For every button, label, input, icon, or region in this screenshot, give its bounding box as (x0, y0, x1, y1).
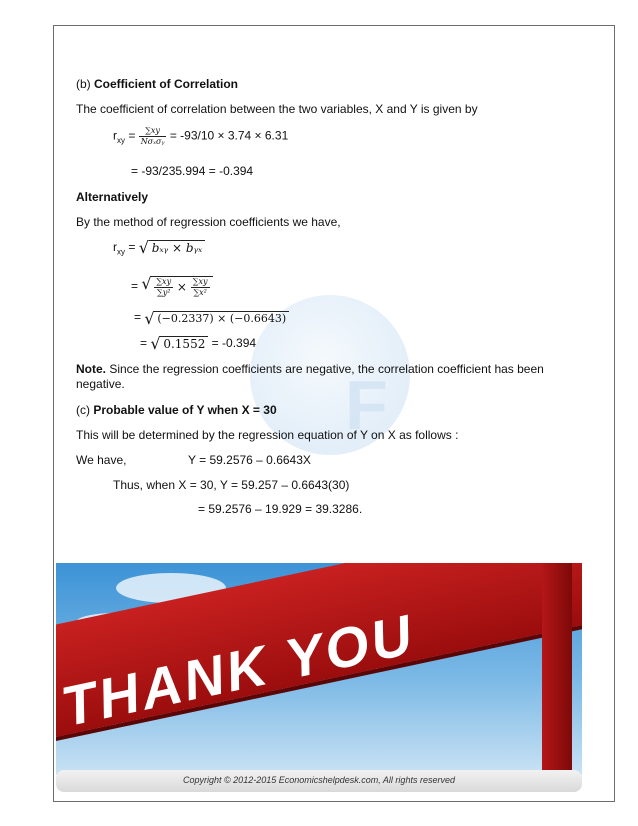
result-line: = 59.2576 – 19.929 = 39.3286. (198, 502, 363, 516)
fraction-a (154, 277, 173, 298)
note-line-2: negative. (76, 377, 125, 391)
fraction-sum-xy (139, 126, 167, 147)
section-b-prefix: (b) (76, 77, 94, 91)
note-line-1 (76, 362, 544, 376)
footer-bar (56, 770, 582, 792)
formula-2: = -93/235.994 = -0.394 (131, 164, 254, 178)
sqrt-symbol (139, 240, 206, 255)
frac-b-num: ∑xy (192, 277, 208, 286)
sqrt-symbol-3 (144, 311, 289, 325)
sqrt-symbol-4 (150, 336, 208, 351)
rxy-sub-2: xy (117, 247, 125, 257)
alternatively-intro: By the method of regression coefficients we have, (76, 215, 341, 229)
note-text: Since the regression coefficients are negative, the correlation coefficient has been (106, 362, 544, 376)
watermark-letter: F (345, 366, 388, 444)
frac-den: Nσₓσᵧ (140, 137, 165, 146)
sqrt-content: bₓᵧ × bᵧₓ (149, 240, 206, 255)
rxy-label: r (113, 128, 117, 143)
section-b-intro: The coefficient of correlation between the two variables, X and Y is given by (76, 102, 478, 116)
thus-line: Thus, when X = 30, Y = 59.257 – 0.6643(30) (113, 478, 350, 492)
alternatively-heading: Alternatively (76, 190, 149, 204)
banner-text: THANK YOU (56, 602, 421, 739)
frac-b-den: ∑x² (193, 288, 207, 297)
formula-sqrt-3: = √ (−0.2337) × (−0.6643) (134, 310, 289, 325)
thank-you-banner (56, 563, 582, 775)
section-c-heading (76, 403, 277, 417)
regression-equation: Y = 59.2576 – 0.6643X (188, 453, 311, 467)
frac-a-num: √ ∑xy (156, 277, 172, 286)
formula-sqrt-1: $r_{xy}$ = √ bₓᵧ × bᵧₓ (113, 240, 205, 256)
section-b-title: Coefficient of Correlation (94, 77, 239, 91)
sqrt-content-2: √ $\frac{\sum xy}{\text{∑y²}}$ × $\frac{\sum xy}{\text{∑x²}}$ (151, 276, 212, 298)
section-c-title: Probable value of Y when X = 30 (93, 403, 277, 417)
sqrt-symbol-2 (141, 276, 212, 298)
sqrt-content-3: (−0.2337) × (−0.6643) (154, 311, 289, 325)
section-c-intro: This will be determined by the regression equation of Y on X as follows : (76, 428, 459, 442)
sign-post (542, 563, 572, 775)
formula-4-rest: = -0.394 (208, 336, 257, 350)
rxy-sub: xy (117, 136, 125, 146)
fraction-b (191, 277, 210, 298)
formula-sqrt-4: = √ 0.1552 = -0.394 (140, 336, 256, 351)
we-have-label: We have, (76, 453, 127, 467)
copyright-text: Copyright © 2012-2015 Economicshelpdesk.com, All rights reserved (183, 775, 455, 785)
section-c-prefix: (c) (76, 403, 94, 417)
frac-num: ∑xy (139, 126, 167, 137)
formula-rxy-1: $r_{xy}$ = $\frac{\sum xy}{\text{Nσₓσᵧ}}$ = -93/10 × 3.74 × 6.31 (113, 126, 289, 146)
section-b-heading (76, 77, 238, 91)
frac-a-den: ∑y² (157, 288, 171, 297)
note-label: Note. (76, 362, 106, 376)
formula-rest: = -93/10 × 3.74 × 6.31 (169, 128, 289, 143)
sqrt-content-4: 0.1552 (160, 336, 208, 351)
rxy-label-2: r (113, 240, 117, 254)
formula-sqrt-2: = √ $\frac{\sum xy}{\text{∑y²}}$ × $\frac{\sum xy}{\text{∑x²}}$ (131, 276, 213, 298)
